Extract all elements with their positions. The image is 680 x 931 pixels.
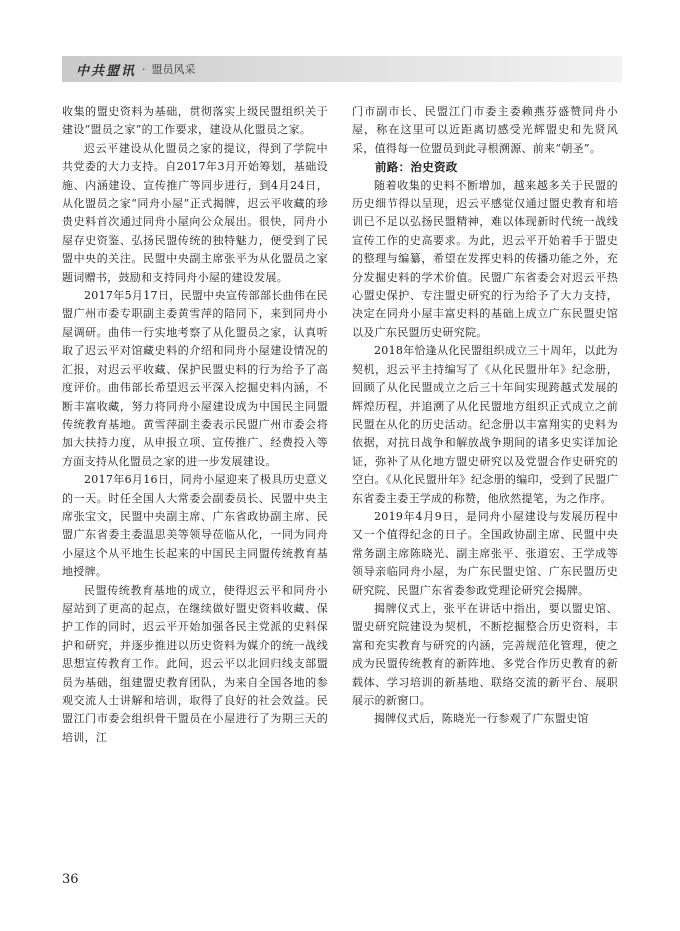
paragraph: 2017年6月16日，同舟小屋迎来了极具历史意义的一天。时任全国人大常委会副委员长、民盟中央主席张宝文，民盟中央副主席、广东省政协副主席、民盟广东省委主委温思美等领导莅临从化，一同为同舟小屋这个从平地生长起来的中国民主同盟传统教育基地授牌。 — [62, 473, 328, 579]
right-column — [352, 103, 618, 729]
paragraph: 2018年恰逢从化民盟组织成立三十周年，以此为契机，迟云平主持编写了《从化民盟卅年》纪念册，回顾了从化民盟成立之后三十年间实现跨越式发展的辉煌历程，并追溯了从化民盟地方组织正式成立之前民盟在从化的历史活动。纪念册以丰富翔实的史料为依据，对抗日战争和解放战争期间的诸多史实详加论证，弥补了从化地方盟史研究以及党盟合作史研究的空白。《从化民盟卅年》纪念册的编印，受到了民盟广东省委主委王学成的称赞，他欣然提笔，为之作序。 — [352, 344, 618, 505]
paragraph: 揭牌仪式上，张平在讲话中指出，要以盟史馆、盟史研究院建设为契机，不断挖掘整合历史资料，丰富和充实教育与研究的内涵，完善规范化管理，使之成为民盟传统教育的新阵地、多党合作历史教育的新载体、学习培训的新基地、联络交流的新平台、展职展示的新窗口。 — [352, 601, 618, 707]
paragraph: 门市副市长、民盟江门市委主委赖燕芬盛赞同舟小屋，称在这里可以近距离切感受光辉盟史和先贤风采，值得每一位盟员到此寻根溯源、前来“朝圣”。 — [352, 105, 618, 155]
paragraph: 收集的盟史资料为基础，贯彻落实上级民盟组织关于建设“盟员之家”的工作要求，建设从化盟员之家。 — [62, 105, 328, 137]
paragraph: 2019年4月9日，是同舟小屋建设与发展历程中又一个值得纪念的日子。全国政协副主席、民盟中央常务副主席陈晓光、副主席张平、张道宏、王学成等领导亲临同舟小屋，为广东民盟史馆、广东民盟历史研究院、民盟广东省委参政党理论研究会揭牌。 — [352, 509, 618, 597]
left-column — [62, 103, 328, 747]
paragraph: 民盟传统教育基地的成立，使得迟云平和同舟小屋站到了更高的起点，在继续做好盟史资料收藏、保护工作的同时，迟云平开始加强各民主党派的史料保护和研究，并逐步推进以历史资料为媒介的统一战线思想宣传教育工作。此间，迟云平以北回归线支部盟员为基础，组建盟史教育团队，为来自全国各地的参观交流人士讲解和培训，取得了良好的社会效益。民盟江门市委会组织骨干盟员在小屋进行了为期三天的培训，江 — [62, 583, 328, 744]
publication-title: 中共盟讯 — [76, 63, 137, 79]
page-number: 36 — [62, 872, 79, 887]
paragraph: 2017年5月17日，民盟中央宣传部部长曲伟在民盟广州市委专职副主委黄雪萍的陪同下，来到同舟小屋调研。曲伟一行实地考察了从化盟员之家，认真听取了迟云平对馆藏史料的介绍和同舟小屋建设情况的汇报，对迟云平收藏、保护民盟史料的行为给予了高度评价。曲伟部长希望迟云平深入挖掘史料内涵，不断丰富收藏，努力将同舟小屋建设成为中国民主同盟传统教育基地。黄雪萍副主委表示民盟广州市委会将加大扶持力度，从申报立项、宣传推广、经费投入等方面支持从化盟员之家的进一步发展建设。 — [62, 289, 328, 468]
header-separator: · — [142, 62, 146, 76]
paragraph: 揭牌仪式后，陈晓光一行参观了广东盟史馆 — [374, 712, 589, 726]
paragraph: 随着收集的史料不断增加，越来越多关于民盟的历史细节得以呈现，迟云平感觉仅通过盟史教育和培训已不足以弘扬民盟精神，难以体现新时代统一战线宣传工作的史高要求。为此，迟云平开始着手于盟史的整理与编纂，希望在发挥史料的传播功能之外，充分发掘史料的学术价值。民盟广东省委会对迟云平热心盟史保护、专注盟史研究的行为给予了大力支持，决定在同舟小屋丰富史料的基础上成立广东民盟史馆以及广东民盟历史研究院。 — [352, 178, 618, 339]
section-heading: 前路：治史资政 — [375, 160, 458, 175]
paragraph: 迟云平建设从化盟员之家的提议，得到了学院中共党委的大力支持。自2017年3月开始筹划，基础设施、内涵建设、宣传推广等同步进行，到4月24日，从化盟员之家“同舟小屋”正式揭牌，迟云平收藏的珍贵史料首次通过同舟小屋向公众展出。很快，同舟小屋存史资鉴、弘扬民盟传统的独特魅力，便受到了民盟中央的关注。民盟中央副主席张平为从化盟员之家题词赠书，鼓励和支持同舟小屋的建设发展。 — [62, 141, 328, 284]
page-header — [62, 56, 622, 82]
section-title: 盟员风采 — [151, 63, 196, 76]
